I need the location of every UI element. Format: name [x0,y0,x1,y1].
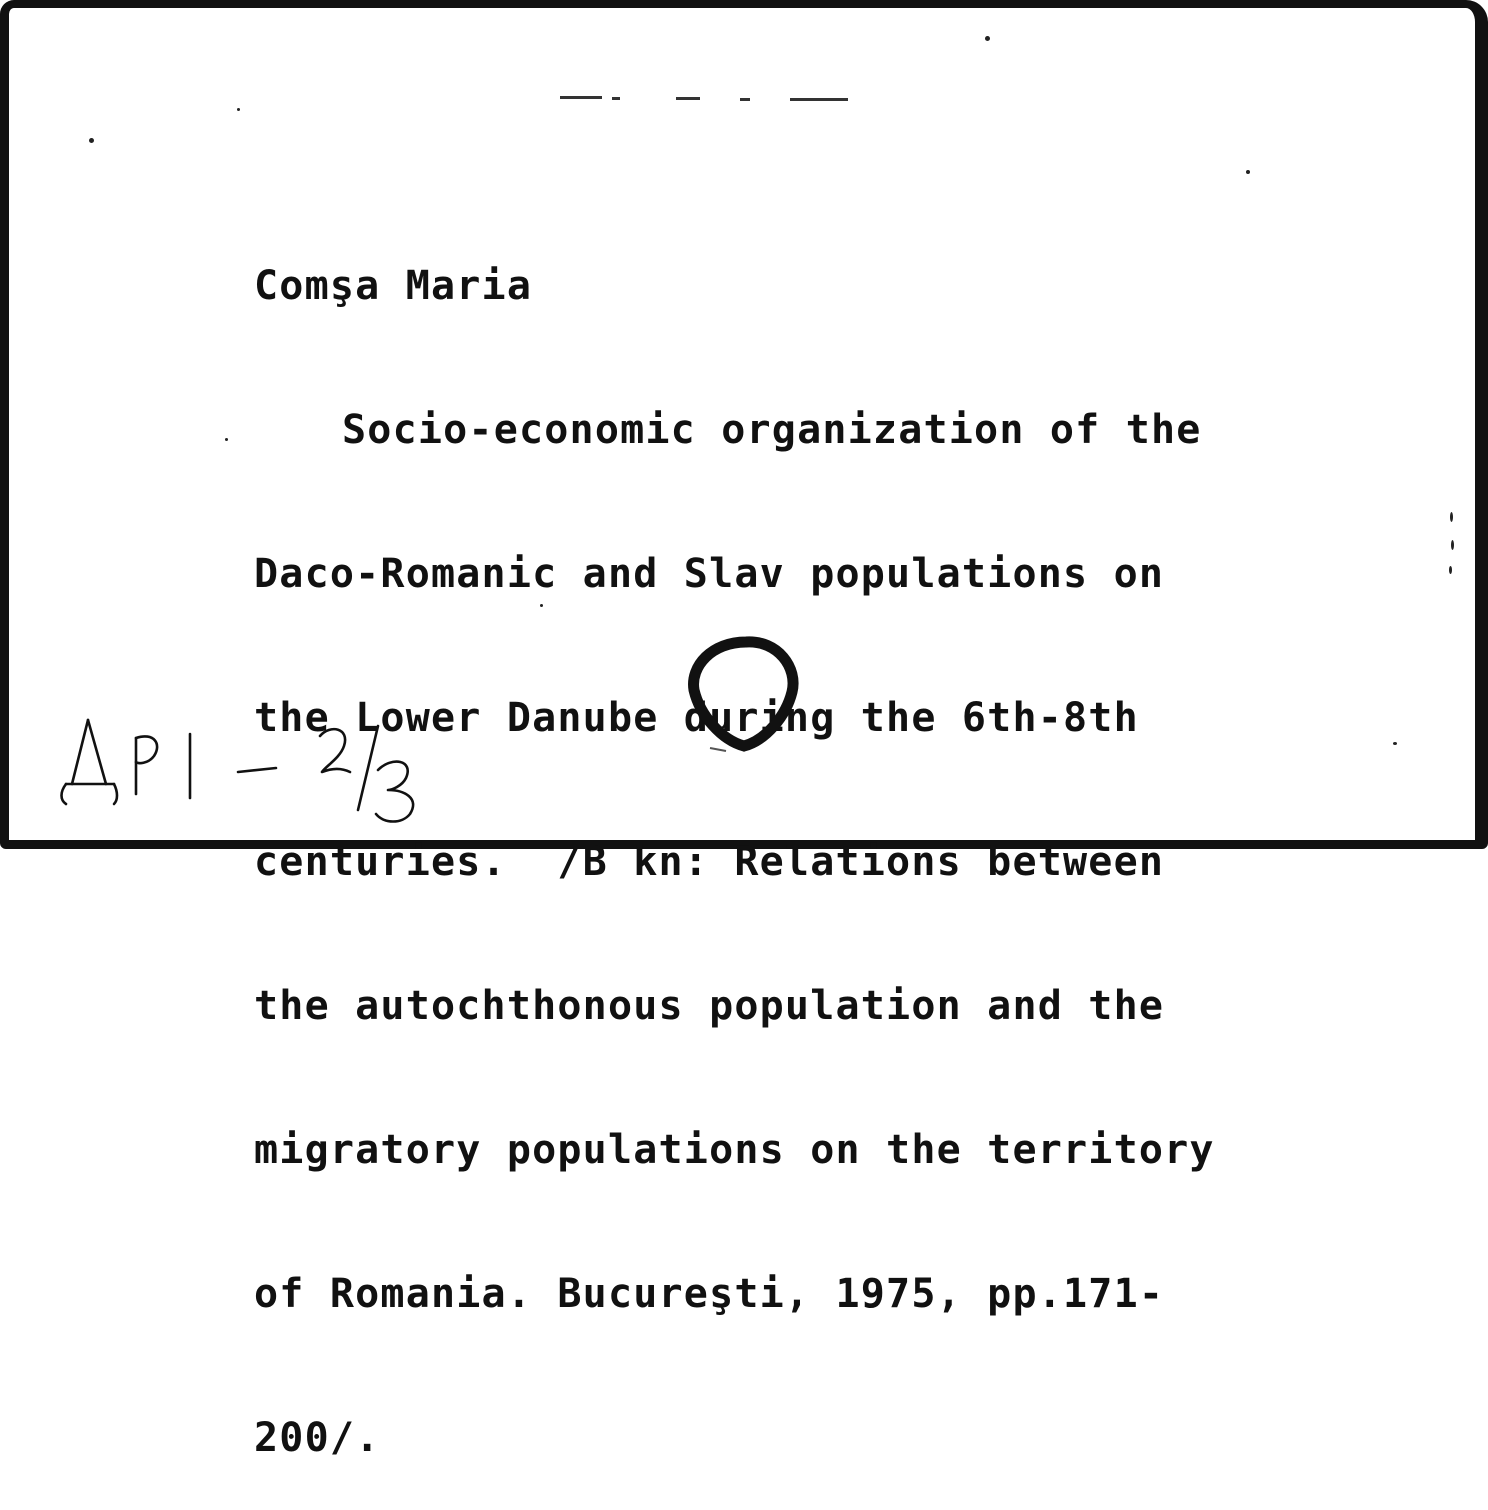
title-line: 200/. [254,1415,381,1461]
scan-dash [560,96,602,99]
title-line: Socio-economic organization of the [342,407,1202,453]
scan-speck [237,108,240,111]
title-line: the autochthonous population and the [254,983,1165,1029]
scan-speck [225,438,228,441]
scan-speck [1450,512,1453,522]
scan-speck [985,36,990,41]
handwritten-shelfmark [58,706,458,826]
title-line: Daco-Romanic and Slav populations on [254,551,1165,597]
scan-speck [89,138,94,143]
title-line: the Lower Danube during the 6th-8th [254,695,1139,741]
scan-speck [1451,540,1454,550]
scan-dash [612,97,620,100]
title-line: of Romania. Bucureşti, 1975, pp.171- [254,1271,1165,1317]
punch-hole [686,630,806,760]
title-line: centuries. /B kn: Relations between [254,839,1165,885]
scan-speck [1246,170,1250,174]
scan-speck [1393,742,1397,745]
scan-speck [1449,566,1452,574]
catalog-entry [254,166,1215,1510]
scan-dash [790,98,848,101]
title-line: migratory populations on the territory [254,1127,1215,1173]
author-name: Comşa Maria [254,263,533,309]
scan-dash [676,97,700,100]
scan-dash [740,98,750,101]
